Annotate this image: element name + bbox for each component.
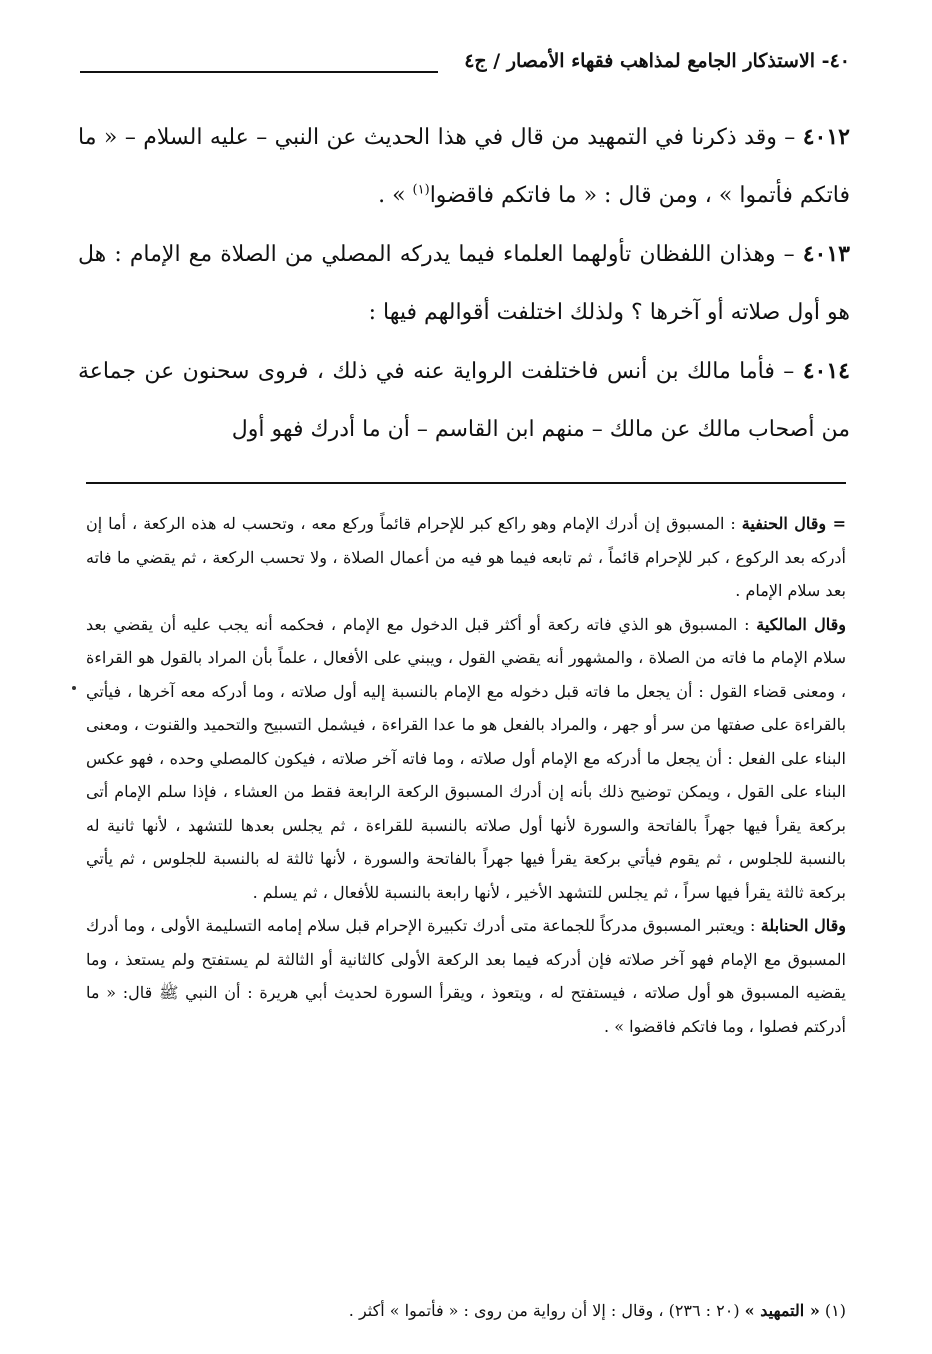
note-lead: وقال الحنابلة: [760, 916, 847, 935]
footnote: [86, 1296, 846, 1326]
footnote-text: (٢٠ : ٢٣٦) ، وقال : إلا أن رواية من روى : « فأتموا » أكثر .: [348, 1301, 745, 1320]
footnote-number: (١): [824, 1301, 846, 1320]
note-lead: = وقال الحنفية: [741, 514, 846, 533]
paragraph-number: ٤٠١٢: [802, 124, 850, 150]
paragraph-4013: [78, 225, 850, 342]
note-hanafi: [86, 507, 846, 608]
note-text: : المسبوق إن أدرك الإمام وهو راكع كبر للإحرام قائماً وركع معه ، وتحسب له هذه الركعة ، أما إن أدركه بعد الركوع ، كبر للإحرام قائماً ، ثم تابعه فيما هو فيه من أعمال الصلاة ، ولا تحسب الركعة ، ثم يقضي ما فاته بعد سلام الإمام .: [86, 514, 846, 600]
running-header: [80, 50, 850, 84]
main-text: [78, 108, 850, 459]
paragraph-4014: [78, 342, 850, 459]
paragraph-number: ٤٠١٣: [802, 241, 850, 267]
note-hanbali: [86, 909, 846, 1043]
paragraph-4012: [78, 108, 850, 225]
paragraph-tail: » .: [378, 183, 413, 208]
paragraph-text: – وقد ذكرنا في التمهيد من قال في هذا الحديث عن النبي – عليه السلام – « ما فاتكم فأتموا » ، ومن قال : « ما فاتكم فاقضوا: [78, 125, 850, 208]
header-rule: [80, 71, 438, 73]
footnote-marker: (١): [412, 182, 430, 198]
paragraph-text: – وهذان اللفظان تأولهما العلماء فيما يدركه المصلي من الصلاة مع الإمام : هل هو أول صلاته أو آخرها ؟ ولذلك اختلفت أقوالهم فيها :: [78, 242, 850, 325]
note-lead: وقال المالكية: [756, 614, 846, 634]
header-title: ٤٠- الاستذكار الجامع لمذاهب فقهاء الأمصار / ج٤: [464, 50, 850, 72]
note-text: : المسبوق هو الذي فاته ركعة أو أكثر قبل الدخول مع الإمام ، فحكمه أنه يجب عليه أن يقضي بعد سلام الإمام ما فاته من الصلاة ، والمشهور أنه يقضي القول ، ويبني على الأفعال ، علماً بأن المراد بالقول هو القراءة ، ومعنى قضاء القول : أن يجعل ما فاته قبل دخوله مع الإمام بالنسبة إليه أول صلاته ، وما أدركه معه آخرها ، فيأتي بالقراءة على صفتها من سر أو جهر ، والمراد بالفعل هو ما عدا القراءة ، فيشمل التسبيح والتحميد والقنوت ، ومعنى البناء على الفعل : أن يجعل ما أدركه مع الإمام أول صلاته ، وما فاته آخر صلاته ، فيكون كالمصلي وحده ، فهو عكس البناء على القول ، ويمكن توضيح ذلك بأنه إن أدرك المسبوق الركعة الرابعة فقط من العشاء ، فإذا سلم الإمام أتى بركعة يقرأ فيها جهراً بالفاتحة والسورة لأنها أول صلاته بالنسبة للقراءة ، ثم يجلس بعدها للتشهد ، لأنها ثانية له بالنسبة للجلوس ، ثم يقوم فيأتي بركعة يقرأ فيها جهراً بالفاتحة والسورة ، لأنها ثالثة له بالنسبة للجلوس ، ثم يأتي بركعة ثالثة يقرأ فيها سراً ، ثم يجلس للتشهد الأخير ، لأنها رابعة بالنسبة للأفعال ، ثم يسلم .: [86, 614, 846, 902]
editor-notes: [86, 507, 846, 1043]
footnote-source: « التمهيد »: [744, 1301, 820, 1320]
margin-mark: [72, 686, 76, 690]
paragraph-number: ٤٠١٤: [802, 358, 850, 384]
notes-divider: [86, 482, 846, 484]
note-maliki: [86, 608, 846, 910]
note-text: : ويعتبر المسبوق مدركاً للجماعة متى أدرك تكبيرة الإحرام قبل سلام إمامه التسليمة الأولى ، وما أدرك المسبوق مع الإمام فهو آخر صلاته فإن أدركه فيما بعد الركعة الأولى كالثانية أو الثالثة لم يستفتح ولم يستعذ ، وما يقضيه المسبوق هو أول صلاته ، فيستفتح له ، ويتعوذ ، ويقرأ السورة لحديث أبي هريرة : أن النبي ﷺ قال: « ما أدركتم فصلوا ، وما فاتكم فاقضوا » .: [86, 916, 846, 1036]
paragraph-text: – فأما مالك بن أنس فاختلفت الرواية عنه في ذلك ، فروى سحنون عن جماعة من أصحاب مالك عن مالك – منهم ابن القاسم – أن ما أدرك فهو أول: [78, 359, 850, 442]
